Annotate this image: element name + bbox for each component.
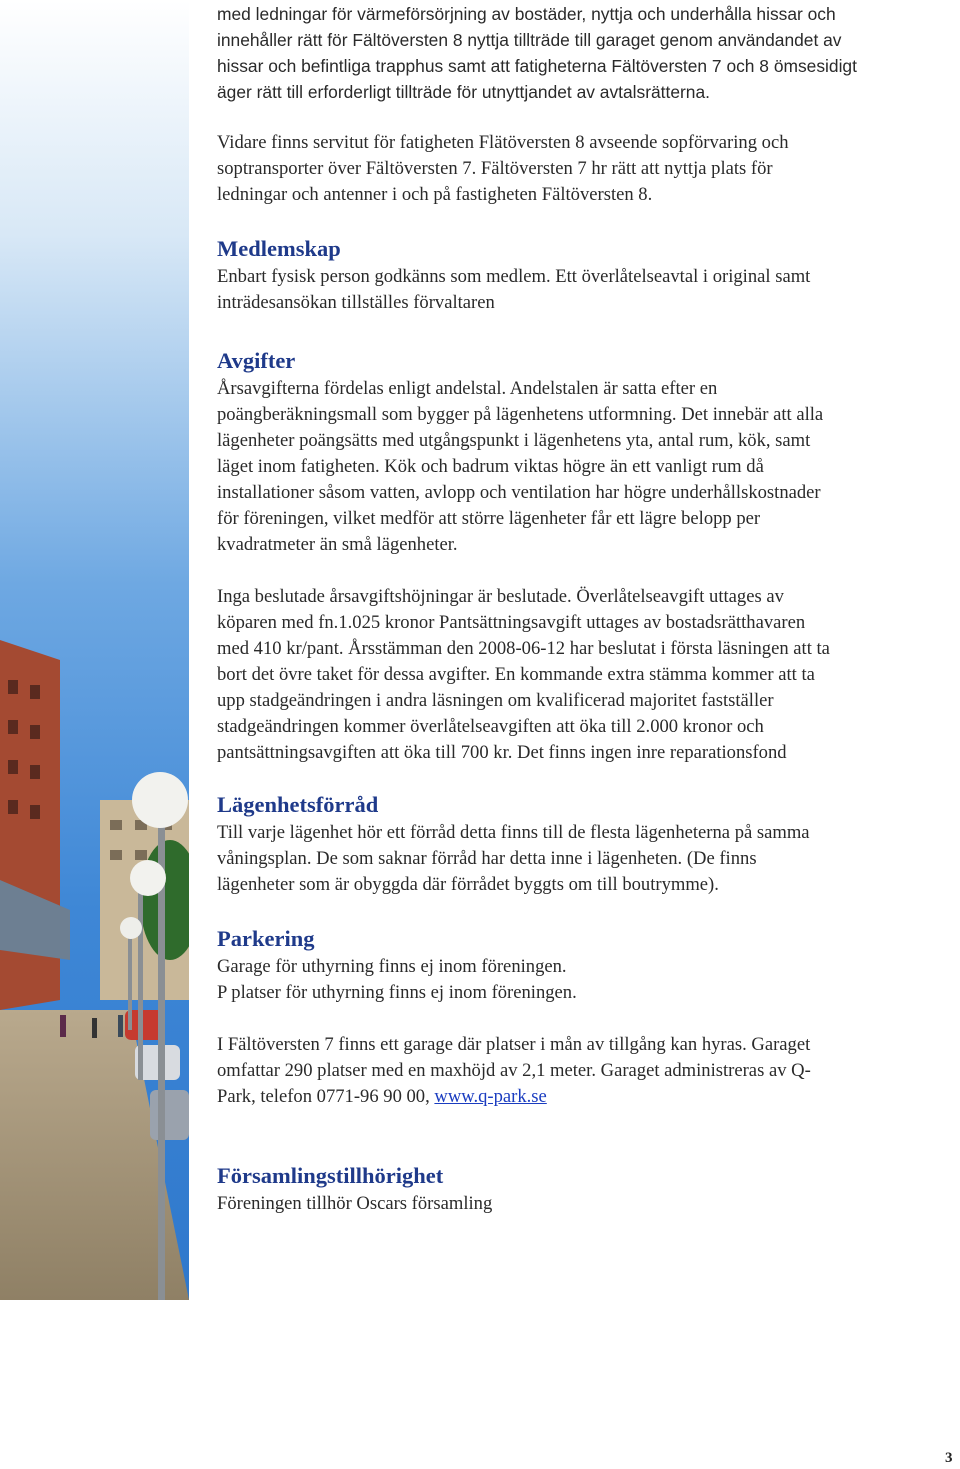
heading-medlemskap: Medlemskap <box>217 236 341 261</box>
medlemskap-paragraph: Enbart fysisk person godkänns som medlem. Ett överlåtelseavtal i original samt inträdesansökan tillställes förvaltaren <box>217 266 811 313</box>
servitut-paragraph: Vidare finns servitut för fatigheten Flätöversten 8 avseende sopförvaring och soptransporter över Fältöversten 7. Fältöversten 7 hr rätt att nyttja plats för ledningar och antenner i och på fastigheten Fältöversten 8. <box>217 132 789 205</box>
street-photo-illustration <box>0 0 189 1300</box>
forrad-paragraph: Till varje lägenhet hör ett förråd detta finns till de flesta lägenheterna på samma våningsplan. De som saknar förråd har detta inne i lägenheten. (De finns lägenheter som är obyggda där förrådet byggts om till boutrymme). <box>217 822 810 895</box>
side-photo <box>0 0 189 1300</box>
intro-paragraph: med ledningar för värmeförsörjning av bostäder, nyttja och underhålla hissar och innehåller rätt för Fältöversten 8 nyttja tillträde till garaget genom användandet av hissar och befintliga trapphus samt att fatigheterna Fältöversten 7 och 8 ömsesidigt äger rätt till erforderligt tillträde för utnyttjandet av avtalsrätterna. <box>217 4 857 102</box>
q-park-link[interactable]: www.q-park.se <box>434 1086 547 1107</box>
heading-forsamlingstillhorighet: Församlingstillhörighet <box>217 1163 444 1188</box>
avgifter-paragraph-1: Årsavgifterna fördelas enligt andelstal. Andelstalen är satta efter en poängberäkningsmall som bygger på lägenhetens utformning. Det innebär att alla lägenheter poängsätts med utgångspunkt i lägenhetens yta, antal rum, kök, samt läget inom fatigheten. Kök och badrum viktas högre än ett vanligt rum då installationer såsom vatten, avlopp och ventilation har högre underhållskostnader för föreningen, vilket medför att större lägenheter får ett lägre belopp per kvadratmeter än små lägenheter. <box>217 378 824 555</box>
garage-paragraph: I Fältöversten 7 finns ett garage där platser i mån av tillgång kan hyras. Garaget omfattar 290 platser med en maxhöjd av 2,1 meter. Garaget administreras av Q- Park, telefon 0771-96 90 00, www.q-park.se <box>217 1034 811 1107</box>
page-number: 3 <box>945 1450 953 1466</box>
parkering-paragraph: Garage för uthyrning finns ej inom föreningen. P platser för uthyrning finns ej inom föreningen. <box>217 956 577 1003</box>
heading-lagenhetsforrad: Lägenhetsförråd <box>217 792 379 817</box>
avgifter-paragraph-2: Inga beslutade årsavgiftshöjningar är beslutade. Överlåtelseavgift uttages av köparen med fn.1.025 kronor Pantsättningsavgift uttages av bostadsrätthavaren med 410 kr/pant. Årsstämman den 2008-06-12 har beslutat i första läsningen att ta bort det övre taket för dessa avgifter. En kommande extra stämma kommer att ta upp stadgeändringen i andra läsningen om kvalificerad majoritet fastställer stadgeändringen kommer överlåtelseavgiften att öka till 2.000 kronor och pantsättningsavgiften att öka till 700 kr. Det finns ingen inre reparationsfond <box>217 586 830 763</box>
heading-parkering: Parkering <box>217 926 315 951</box>
heading-avgifter: Avgifter <box>217 348 296 373</box>
forsamling-paragraph: Föreningen tillhör Oscars församling <box>217 1193 493 1214</box>
